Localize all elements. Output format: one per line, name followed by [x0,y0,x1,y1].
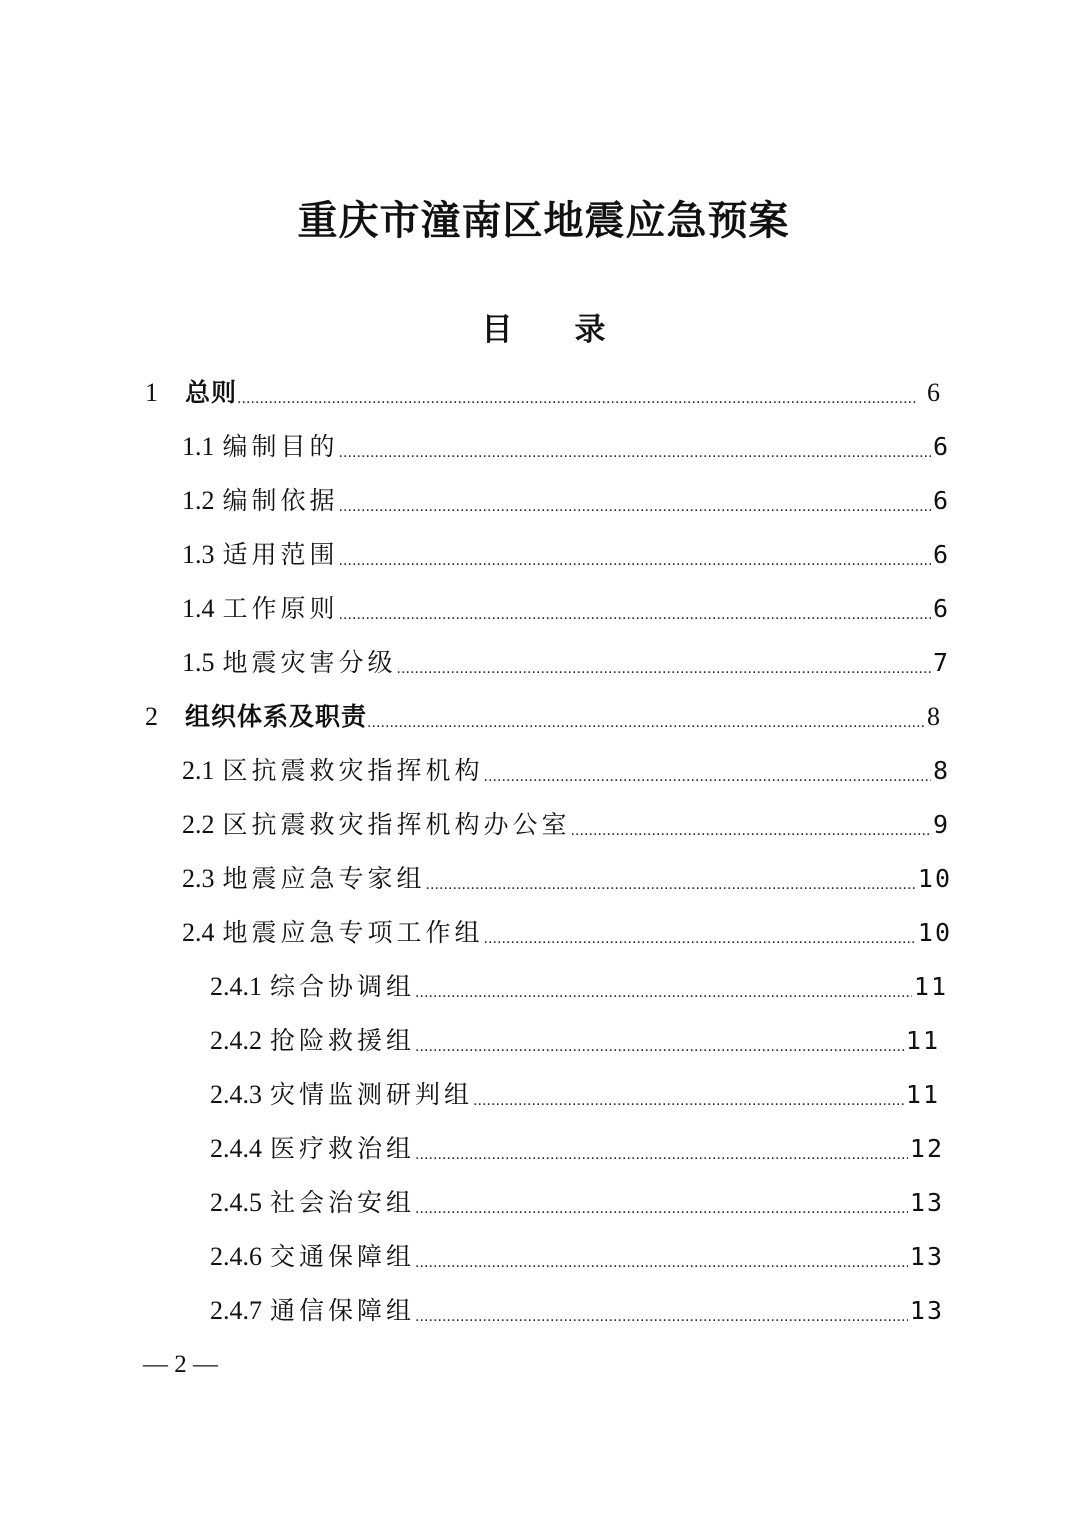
toc-entry-label: 综合协调组 [270,972,416,1001]
toc-entry-page: 13 [909,1242,944,1271]
toc-dot-leader [339,592,931,626]
toc-entry-page: 6 [932,432,950,461]
toc-entry-number: 2.3 [182,864,215,893]
toc-entry-number: 2.1 [182,756,215,785]
toc-entry-label: 医疗救治组 [270,1134,416,1163]
toc-entry-label: 通信保障组 [270,1296,416,1325]
toc-entry-label: 总则 [185,378,238,407]
toc-entry-page: 12 [909,1134,944,1163]
toc-entry-2-4-5[interactable] [210,1176,944,1220]
toc-entry-2-1[interactable] [182,744,950,788]
toc-dot-leader [339,484,931,518]
toc-entry-page: 6 [932,540,950,569]
toc-dot-leader [415,970,912,1004]
toc-entry-page: 6 [932,486,950,515]
toc-entry-1[interactable] [145,366,942,410]
toc-entry-1-4[interactable] [182,582,950,626]
toc-entry-label: 地震应急专家组 [222,864,426,893]
toc-entry-label: 地震灾害分级 [222,648,397,677]
toc-entry-2[interactable] [145,690,942,734]
toc-dot-leader [571,808,931,842]
toc-entry-page: 7 [932,648,950,677]
toc-entry-page: 6 [932,594,950,623]
toc-entry-page: 6 [927,378,942,407]
toc-entry-2-4-7[interactable] [210,1284,944,1328]
toc-dot-leader [397,646,931,680]
toc-entry-page: 11 [905,1080,940,1109]
toc-entry-number: 2 [145,702,158,731]
toc-heading: 目 录 [481,312,606,348]
toc-entry-page: 10 [917,918,952,947]
toc-dot-leader [339,430,931,464]
toc-entry-label: 地震应急专项工作组 [222,918,484,947]
toc-entry-2-4[interactable] [182,906,952,950]
toc-entry-2-4-3[interactable] [210,1068,940,1112]
toc-entry-label: 抢险救援组 [270,1026,416,1055]
toc-entry-label: 区抗震救灾指挥机构 [222,756,484,785]
toc-entry-page: 10 [917,864,952,893]
toc-entry-2-3[interactable] [182,852,952,896]
toc-entry-number: 1.5 [182,648,215,677]
toc-entry-label: 编制依据 [222,486,339,515]
toc-dot-leader [415,1024,904,1058]
toc-entry-page: 8 [927,702,942,731]
toc-dot-leader [415,1186,908,1220]
page-number: — 2 — [143,1351,218,1378]
toc-entry-number: 2.4.5 [210,1188,262,1217]
toc-entry-number: 2.4.7 [210,1296,262,1325]
toc-entry-page: 13 [909,1188,944,1217]
toc-dot-leader [367,700,925,734]
toc-dot-leader [484,916,916,950]
toc-entry-label: 编制目的 [222,432,339,461]
toc-dot-leader [473,1078,904,1112]
toc-dot-leader [339,538,931,572]
toc-entry-number: 1 [145,378,158,407]
toc-entry-number: 2.4.1 [210,972,262,1001]
toc-entry-number: 1.4 [182,594,215,623]
toc-entry-label: 交通保障组 [270,1242,416,1271]
toc-entry-page: 11 [913,972,948,1001]
toc-dot-leader [415,1132,908,1166]
toc-entry-number: 1.1 [182,432,215,461]
toc-dot-leader [484,754,931,788]
document-title: 重庆市潼南区地震应急预案 [297,197,790,244]
toc-entry-page: 11 [905,1026,940,1055]
toc-entry-2-2[interactable] [182,798,950,842]
toc-entry-label: 区抗震救灾指挥机构办公室 [222,810,571,839]
toc-entry-2-4-2[interactable] [210,1014,940,1058]
toc-entry-label: 社会治安组 [270,1188,416,1217]
toc-entry-label: 工作原则 [222,594,339,623]
toc-entry-number: 2.2 [182,810,215,839]
toc-entry-number: 2.4.2 [210,1026,262,1055]
toc-dot-leader [415,1294,908,1328]
toc-entry-1-1[interactable] [182,420,950,464]
toc-entry-number: 2.4.4 [210,1134,262,1163]
toc-entry-1-3[interactable] [182,528,950,572]
toc-entry-number: 2.4 [182,918,215,947]
toc-entry-number: 1.2 [182,486,215,515]
toc-entry-page: 9 [932,810,950,839]
toc-entry-number: 1.3 [182,540,215,569]
toc-entry-2-4-1[interactable] [210,960,948,1004]
toc-dot-leader [426,862,916,896]
toc-entry-label: 适用范围 [222,540,339,569]
toc-entry-1-2[interactable] [182,474,950,518]
toc-entry-label: 灾情监测研判组 [270,1080,474,1109]
toc-entry-1-5[interactable] [182,636,950,680]
toc-entry-page: 13 [909,1296,944,1325]
toc-entry-number: 2.4.6 [210,1242,262,1271]
toc-entry-2-4-4[interactable] [210,1122,944,1166]
toc-entry-label: 组织体系及职责 [185,702,368,731]
toc-entry-page: 8 [932,756,950,785]
toc-entry-2-4-6[interactable] [210,1230,944,1274]
toc-entry-number: 2.4.3 [210,1080,262,1109]
toc-dot-leader [237,376,925,410]
toc-dot-leader [415,1240,908,1274]
